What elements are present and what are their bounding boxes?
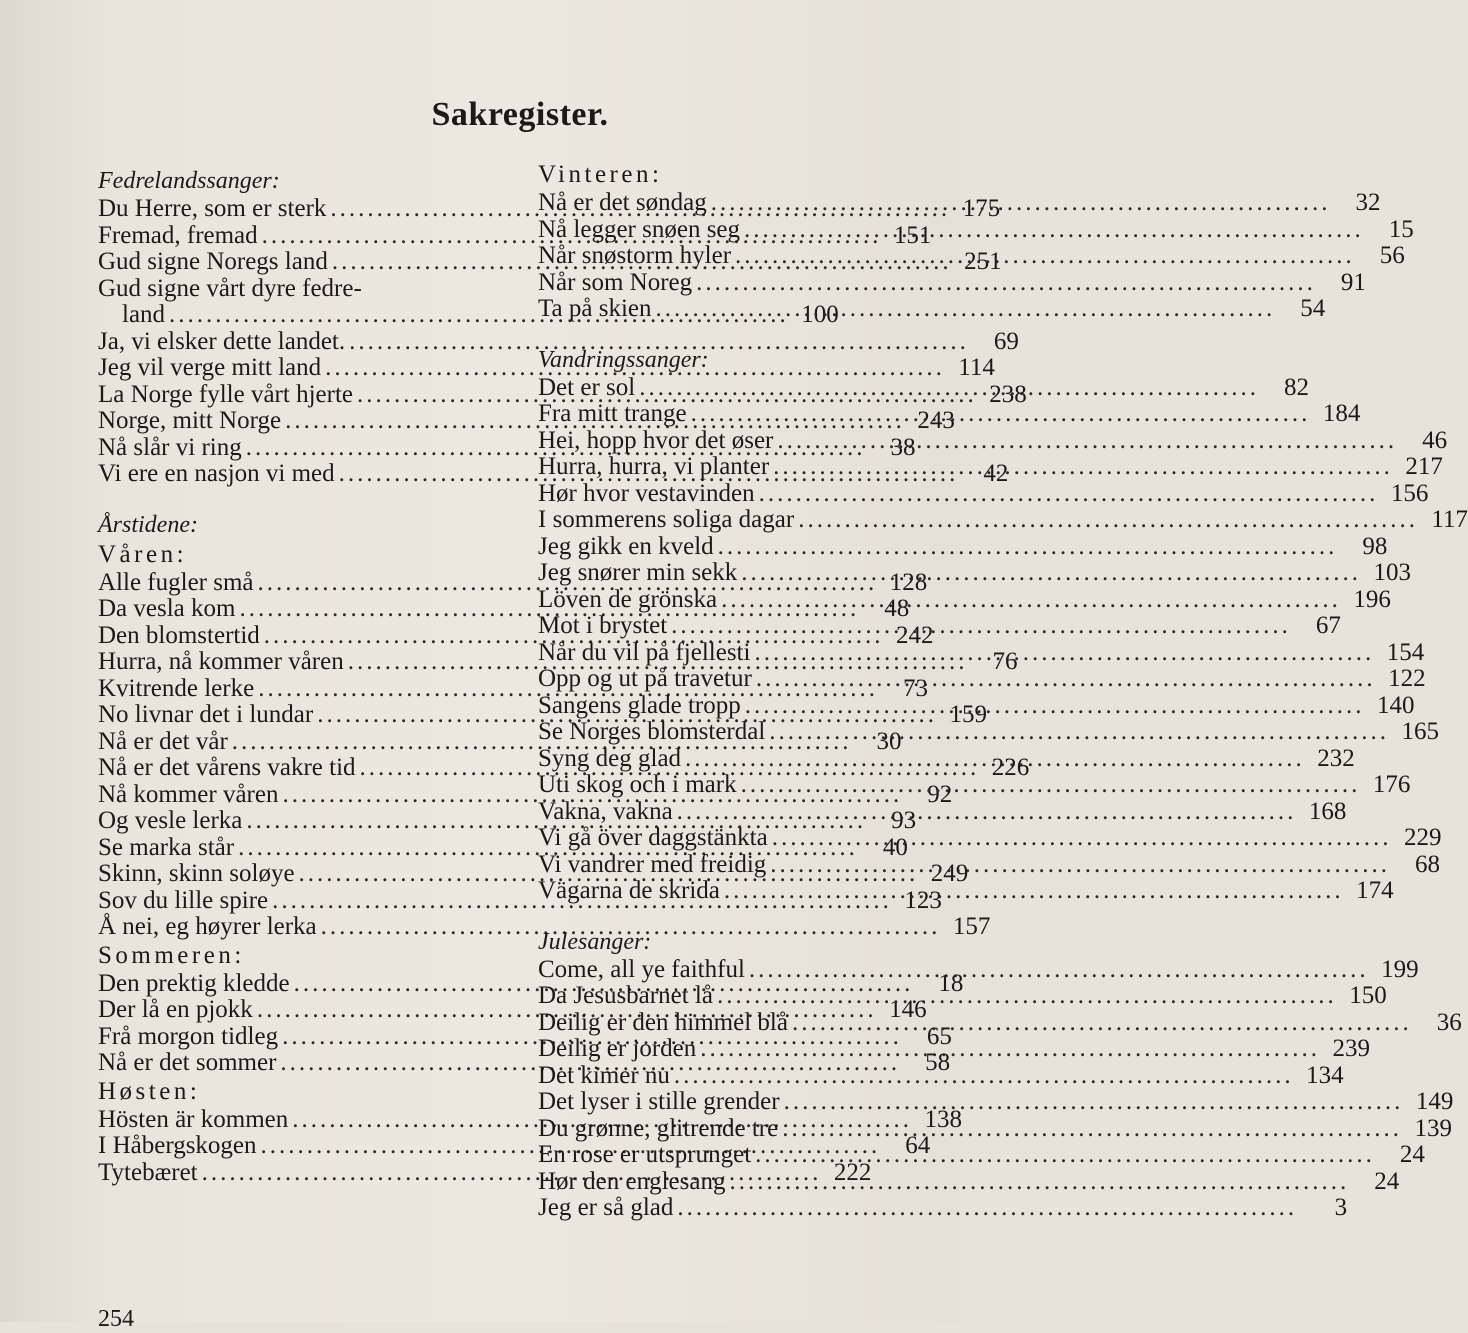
entry-page: 249 [930, 860, 969, 887]
entry-page: 30 [876, 727, 902, 755]
leader-dots [691, 401, 1311, 428]
leader-dots [754, 640, 1374, 667]
section-heading: Julesanger: [538, 928, 652, 955]
entry-title: I sommerens soliga dagar [538, 506, 795, 533]
entry-page: 251 [964, 248, 1002, 275]
entry-title: land [122, 301, 166, 328]
leader-dots [724, 878, 1344, 905]
entry-page: 151 [893, 221, 932, 249]
entry-title: Nå er det vår [98, 727, 228, 755]
entry-title: Se Norges blomsterdal [538, 718, 766, 745]
leader-dots [759, 481, 1379, 508]
entry-title: Vi ere en nasjon vi med [98, 460, 335, 487]
entry-title: Da Jesusbarnet lå [538, 982, 713, 1009]
entry-title: Syng deg glad [538, 744, 682, 772]
entry-page: 32 [1355, 189, 1381, 216]
entry-page: 117 [1431, 506, 1468, 533]
leader-dots [769, 719, 1389, 746]
entry-title: Vi gå över daggstänkta [538, 824, 768, 851]
index-entry [538, 718, 1440, 746]
entry-title: Jeg snører min sekk [538, 559, 738, 586]
leader-dots [798, 507, 1418, 534]
index-entry [538, 850, 1441, 879]
index-entry [538, 824, 1442, 852]
index-entry [538, 797, 1347, 826]
entry-page: 139 [1414, 1114, 1452, 1142]
entry-title: Deilig er den himmel blå [538, 1008, 788, 1036]
leader-dots [735, 243, 1355, 270]
entry-page: 38 [890, 433, 916, 461]
leader-dots [745, 693, 1365, 720]
leader-dots [744, 217, 1364, 244]
entry-title: Sangens glade tropp [538, 691, 741, 719]
entry-title: Når du vil på fjellesti [538, 638, 751, 666]
index-entry [538, 1035, 1371, 1063]
leader-dots [639, 375, 1259, 402]
section-heading: Vandringssanger: [538, 346, 709, 373]
entry-title: Alle fugler små [98, 568, 254, 596]
entry-title: Gud signe Noregs land [98, 248, 328, 275]
leader-dots [770, 852, 1390, 879]
entry-page: 146 [889, 996, 927, 1023]
entry-page: 40 [882, 833, 908, 861]
entry-title: Nå er det sommer [98, 1049, 277, 1076]
entry-page: 149 [1415, 1088, 1454, 1115]
index-entry [538, 295, 1326, 323]
entry-page: 140 [1376, 691, 1415, 719]
entry-title: Sov du lille spire [98, 886, 269, 914]
entry-title: Come, all ye faithful [538, 955, 745, 983]
leader-dots [741, 560, 1361, 587]
entry-page: 68 [1415, 850, 1441, 878]
entry-page: 175 [962, 195, 1001, 222]
index-entry [538, 585, 1391, 614]
index-entry [538, 1088, 1454, 1116]
entry-title: Hurra, nå kommer våren [98, 648, 344, 675]
entry-title: Og vesle lerka [98, 807, 243, 834]
entry-page: 98 [1362, 532, 1388, 560]
entry-title: Kvitrende lerke [98, 674, 255, 702]
index-entry [538, 665, 1426, 693]
leader-dots [717, 983, 1337, 1010]
index-entry [538, 506, 1468, 534]
entry-page: 128 [889, 568, 928, 596]
entry-page: 64 [905, 1132, 931, 1159]
leader-dots [755, 1142, 1375, 1169]
entry-page: 18 [938, 969, 964, 997]
entry-title: Vakna, vakna [538, 797, 673, 825]
entry-page: 196 [1353, 585, 1391, 613]
entry-page: 165 [1401, 718, 1440, 745]
entry-title: En rose er utsprunget [538, 1141, 752, 1168]
entry-page: 42 [983, 460, 1009, 487]
entry-page: 156 [1390, 479, 1429, 507]
subsection-heading: Våren: [98, 540, 188, 568]
entry-page: 242 [896, 621, 934, 649]
entry-title: Det er sol [538, 373, 636, 401]
entry-title: Når snøstorm hyler [538, 242, 732, 269]
page-title: Sakregister. [431, 96, 609, 133]
index-entry [538, 215, 1414, 244]
index-entry [538, 771, 1411, 799]
index-entry [538, 1141, 1425, 1169]
entry-title: Den prektig kledde [98, 969, 290, 997]
subsection-heading: Høsten: [98, 1077, 201, 1105]
entry-title: Det lyser i stille grender [538, 1088, 780, 1115]
entry-title: Opp og ut på travetur [538, 665, 752, 692]
entry-page: 243 [917, 407, 955, 434]
index-entry [538, 877, 1394, 905]
leader-dots [792, 1010, 1412, 1037]
entry-page: 100 [801, 301, 839, 328]
subsection-heading: Vinteren: [538, 161, 663, 188]
entry-page: 92 [927, 780, 953, 808]
entry-title: Nå er det søndag [538, 189, 707, 216]
entry-page: 91 [1340, 268, 1366, 296]
entry-page: 48 [884, 595, 910, 622]
leader-dots [749, 957, 1369, 984]
entry-page: 3 [1334, 1194, 1348, 1221]
leader-dots [729, 1169, 1349, 1196]
leader-dots [696, 270, 1316, 297]
leader-dots [718, 534, 1338, 561]
index-entry [538, 400, 1361, 428]
leader-dots [773, 454, 1393, 481]
entry-title: Ja, vi elsker dette landet. [98, 327, 346, 355]
page-number: 254 [98, 1306, 134, 1332]
entry-page: 159 [949, 701, 987, 728]
entry-page: 222 [833, 1158, 872, 1186]
entry-page: 24 [1399, 1141, 1425, 1168]
entry-page: 56 [1379, 242, 1405, 269]
section-heading: Årstidene: [98, 511, 198, 538]
entry-title: Hør hvor vestavinden [538, 479, 755, 507]
leader-dots [772, 825, 1392, 852]
leader-dots [741, 772, 1361, 799]
entry-title: Nå slår vi ring [98, 433, 242, 461]
leader-dots [671, 613, 1291, 640]
entry-title: Der lå en pjokk [98, 996, 253, 1023]
entry-title: Hösten är kommen [98, 1105, 289, 1133]
index-entry [98, 913, 991, 941]
leader-dots [685, 746, 1305, 773]
entry-page: 67 [1315, 612, 1341, 639]
entry-title: Jeg vil verge mitt land [98, 354, 322, 381]
index-section [538, 927, 1462, 1222]
entry-page: 184 [1322, 400, 1361, 427]
index-entry [538, 612, 1341, 640]
entry-title: Fremad, fremad [98, 221, 258, 249]
leader-dots [711, 190, 1331, 217]
entry-title: Nå kommer våren [98, 780, 279, 808]
entry-title: Når som Noreg [538, 268, 693, 296]
entry-page: 73 [902, 674, 928, 702]
entry-page: 239 [1332, 1035, 1371, 1062]
entry-title: No livnar det i lundar [98, 701, 314, 728]
index-entry [538, 1114, 1452, 1143]
entry-page: 232 [1317, 744, 1355, 772]
entry-page: 82 [1283, 373, 1309, 401]
entry-title: Vi vandrer med freidig [538, 850, 767, 878]
leader-dots [721, 587, 1341, 614]
entry-page: 138 [924, 1105, 962, 1133]
entry-title: Gud signe vårt dyre fedre- [98, 274, 362, 302]
index-entry [538, 479, 1429, 508]
section-heading: Fedrelandssanger: [98, 168, 280, 194]
leader-dots [677, 799, 1297, 826]
leader-dots [784, 1089, 1404, 1116]
leader-dots [674, 1063, 1294, 1090]
entry-page: 238 [989, 380, 1027, 408]
index-entry [538, 982, 1387, 1010]
entry-page: 154 [1386, 638, 1425, 666]
entry-title: Nå legger snøen seg [538, 215, 741, 243]
entry-title: Hør den englesang [538, 1167, 726, 1195]
entry-page: 114 [958, 354, 995, 381]
entry-page: 46 [1422, 426, 1448, 454]
entry-page: 93 [891, 807, 917, 834]
leader-dots [677, 1195, 1297, 1222]
entry-page: 150 [1349, 982, 1387, 1009]
entry-title: Fra mitt trange [538, 400, 687, 427]
entry-title: La Norge fylle vårt hjerte [98, 380, 353, 408]
index-entry [538, 1167, 1400, 1196]
entry-title: Uti skog och i mark [538, 771, 737, 798]
entry-title: Frå morgon tidleg [98, 1022, 279, 1050]
entry-page: 54 [1300, 295, 1326, 322]
entry-page: 15 [1388, 215, 1414, 243]
index-entry [538, 1194, 1348, 1222]
entry-title: Jeg gikk en kveld [538, 532, 714, 560]
entry-page: 123 [904, 886, 942, 914]
entry-title: Skinn, skinn soløye [98, 860, 295, 887]
entry-page: 69 [993, 327, 1019, 355]
entry-page: 199 [1381, 955, 1419, 983]
entry-title: I Håbergskogen [98, 1132, 257, 1159]
entry-page: 217 [1405, 453, 1443, 480]
entry-title: Nå er det vårens vakre tid [98, 754, 356, 781]
entry-page: 176 [1372, 771, 1411, 798]
entry-title: Jeg er så glad [538, 1194, 674, 1221]
entry-title: Vägarna de skrida [538, 877, 720, 904]
leader-dots [777, 428, 1397, 455]
entry-title: Du Herre, som er sterk [98, 195, 327, 222]
entry-page: 174 [1356, 877, 1394, 904]
entry-title: Du grønne, glitrende tre [538, 1114, 779, 1142]
index-entry [98, 327, 1019, 356]
entry-page: 36 [1436, 1008, 1462, 1036]
entry-title: Löven de grönska [538, 585, 718, 613]
entry-page: 157 [952, 913, 991, 940]
index-entry [538, 955, 1419, 984]
leader-dots [700, 1036, 1320, 1063]
entry-title: Norge, mitt Norge [98, 407, 282, 434]
entry-title: Da vesla kom [98, 595, 236, 622]
entry-title: Se marka står [98, 833, 235, 861]
entry-title: Tytebæret [98, 1158, 198, 1186]
entry-page: 134 [1306, 1061, 1344, 1089]
subsection-heading: Sommeren: [98, 941, 245, 969]
entry-page: 229 [1403, 824, 1442, 851]
leader-dots [782, 1116, 1402, 1143]
entry-title: Hei, hopp hvor det øser [538, 426, 774, 454]
entry-title: Å nei, eg høyrer lerka [98, 913, 317, 940]
entry-page: 24 [1374, 1167, 1400, 1195]
index-entry [538, 532, 1388, 561]
entry-title: Deilig er jorden [538, 1035, 697, 1062]
entry-page: 58 [925, 1049, 951, 1076]
leader-dots [756, 666, 1376, 693]
index-entry [538, 268, 1366, 297]
leader-dots [656, 296, 1276, 323]
entry-page: 226 [991, 754, 1030, 781]
entry-page: 122 [1388, 665, 1426, 692]
index-entry [538, 426, 1448, 455]
index-entry [98, 276, 530, 303]
entry-page: 168 [1308, 797, 1347, 825]
entry-title: Hurra, hurra, vi planter [538, 453, 770, 480]
index-entry [538, 559, 1412, 587]
entry-title: Den blomstertid [98, 621, 260, 649]
entry-page: 76 [992, 648, 1018, 675]
entry-title: Det kimer nu [538, 1061, 670, 1089]
entry-title: Ta på skien [538, 295, 652, 322]
entry-title: Mot i brystet [538, 612, 668, 639]
entry-page: 103 [1373, 559, 1412, 586]
entry-page: 65 [926, 1022, 952, 1050]
